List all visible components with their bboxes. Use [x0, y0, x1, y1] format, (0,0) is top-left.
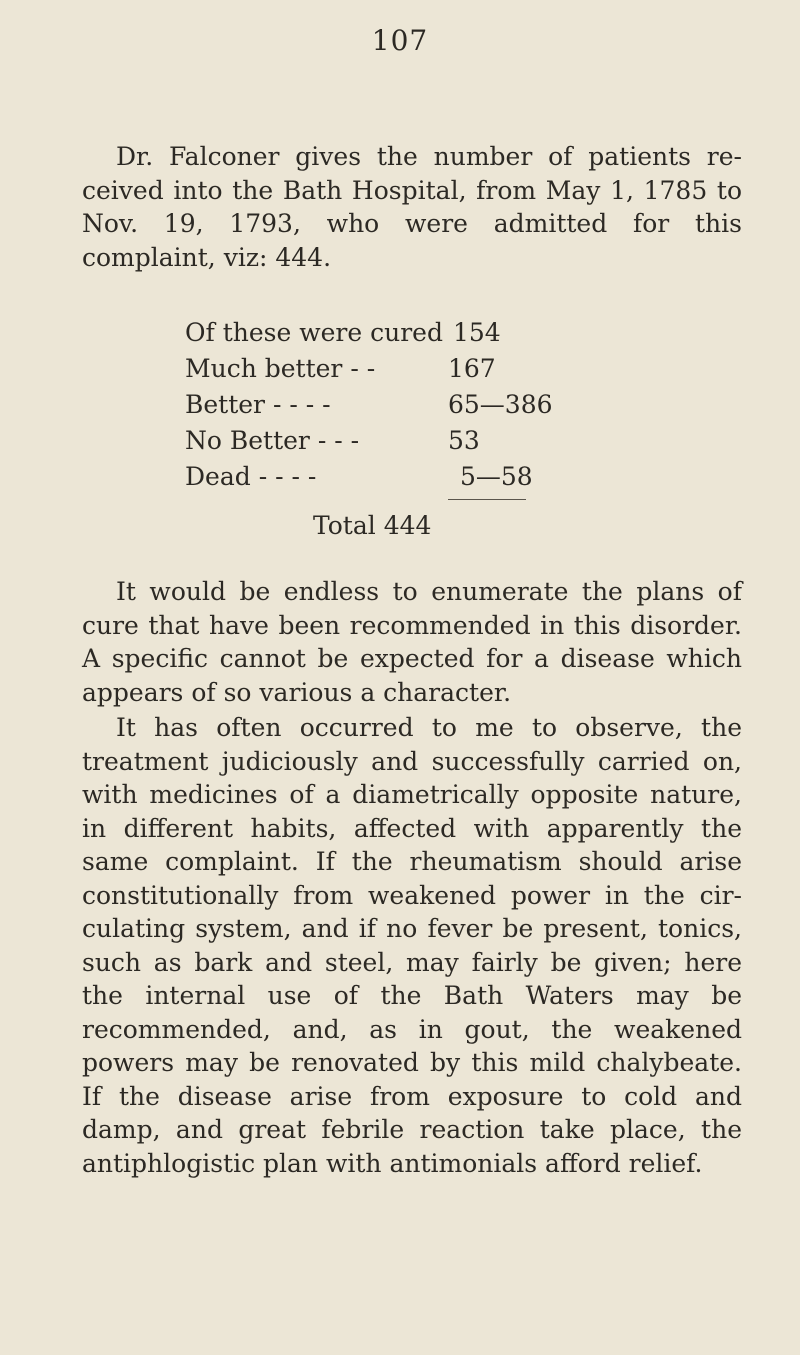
- total-divider: [448, 499, 526, 500]
- intro-paragraph: Dr. Falconer gives the number of patients re-ceived into the Bath Hospital, from May 1, 1785 to Nov. 19, 1793, who were admitted for this complaint, viz: 444.: [82, 142, 742, 272]
- total-value: 444: [383, 511, 432, 540]
- stat-row-no-better: [185, 426, 480, 459]
- stat-value: 167: [448, 354, 496, 383]
- stat-value: 5—58: [460, 462, 533, 491]
- stat-row-cured: [185, 318, 501, 351]
- stat-total: [313, 511, 431, 540]
- stat-row-dead: [185, 462, 533, 495]
- stat-value: 65—386: [448, 390, 553, 419]
- stat-value: 53: [448, 426, 480, 455]
- stat-label: Better - - - -: [185, 390, 331, 419]
- stat-label: Dead - - - -: [185, 462, 317, 491]
- stat-value: 154: [453, 318, 501, 347]
- total-label: Total: [313, 511, 376, 540]
- page-number: 107: [371, 24, 429, 57]
- paragraph-plans-of-cure: It would be endless to enumerate the plans of cure that have been recommended in this disorder. A specific cannot be expected for a disease which appears of so various a character.: [82, 577, 742, 707]
- stat-row-better: [185, 390, 553, 423]
- stat-label: Of these were cured: [185, 318, 443, 347]
- stat-label: No Better - - -: [185, 426, 360, 455]
- stat-row-much-better: [185, 354, 496, 387]
- stat-label: Much better - -: [185, 354, 376, 383]
- paragraph-treatment: It has often occurred to me to observe, the treatment judiciously and successfully carried on, with medicines of a diametrically opposite nature, in different habits, affected with apparently the same complaint. If the rheumatism should arise constitutionally from weakened power in the cir-culating system, and if no fever be present, tonics, such as bark and steel, may fairly be given; here the internal use of the Bath Waters may be recommended, and, as in gout, the weakened powers may be renovated by this mild chalybeate. If the disease arise from exposure to cold and damp, and great febrile reaction take place, the antiphlogistic plan with antimonials afford relief.: [82, 713, 742, 1178]
